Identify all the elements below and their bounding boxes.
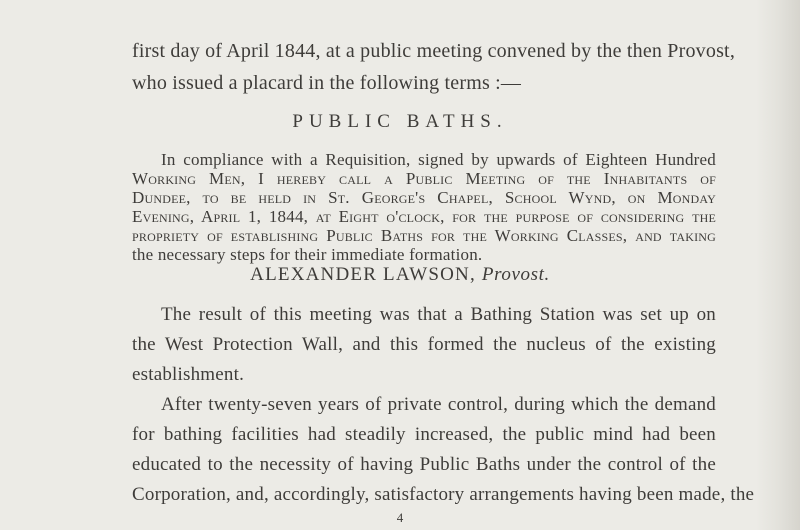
page-number: 4	[396, 510, 404, 525]
intro-line-2: who issued a placard in the following terms :—	[132, 72, 522, 94]
paragraph1-line-3: establishment.	[132, 364, 245, 385]
paragraph1-line-2: the West Protection Wall, and this formed the nucleus of the existing	[132, 334, 716, 355]
placard-line-3: Dundee, to be held in St. George's Chapel, School Wynd, on Monday	[132, 188, 716, 207]
placard-line-1: In compliance with a Requisition, signed by upwards of Eighteen Hundred	[161, 150, 716, 169]
placard-line-6: the necessary steps for their immediate formation.	[132, 245, 483, 264]
paragraph2-line-4: Corporation, and, accordingly, satisfactory arrangements having been made, the	[132, 484, 755, 505]
signature-name: ALEXANDER LAWSON,	[250, 264, 476, 285]
placard-signature	[0, 264, 800, 286]
placard-line-2: Working Men, I hereby call a Public Meeting of the Inhabitants of	[132, 169, 716, 188]
placard-line-4: Evening, April 1, 1844, at Eight o'clock, for the purpose of considering the	[132, 207, 716, 226]
paragraph2-line-3: educated to the necessity of having Public Baths under the control of the	[132, 454, 716, 475]
paragraph2-line-2: for bathing facilities had steadily increased, the public mind had been	[132, 424, 716, 445]
intro-line-1: first day of April 1844, at a public meeting convened by the then Provost,	[132, 40, 736, 62]
paragraph1-line-1: The result of this meeting was that a Bathing Station was set up on	[161, 304, 716, 325]
placard-title: PUBLIC BATHS.	[292, 111, 508, 132]
paragraph2-line-1: After twenty-seven years of private control, during which the demand	[161, 394, 716, 415]
signature-title: Provost.	[481, 264, 550, 285]
placard-line-5: propriety of establishing Public Baths for the Working Classes, and taking	[132, 226, 716, 245]
